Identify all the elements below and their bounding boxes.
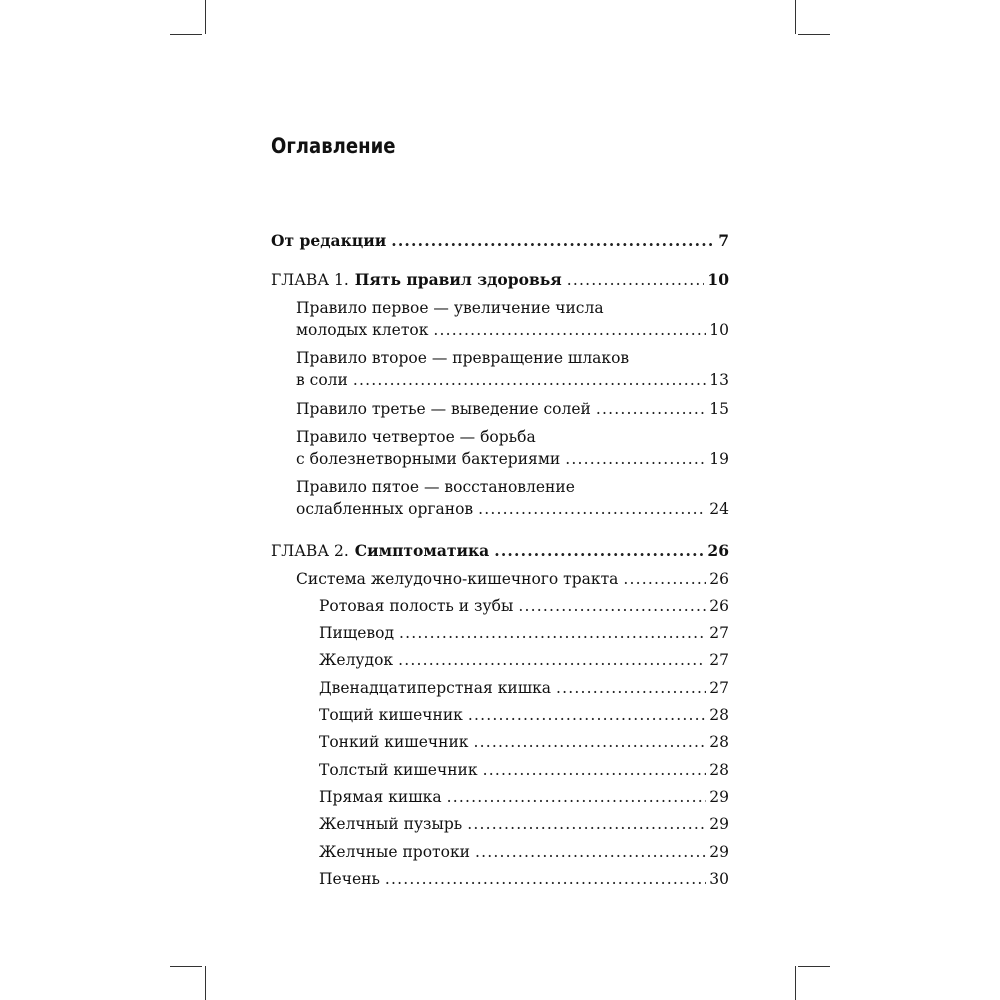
toc-entry-page: 28 [709,761,729,779]
toc-entry-page: 29 [709,815,729,833]
toc-entry[interactable] [319,786,729,808]
leader-dots [623,568,706,590]
toc-entry-page: 27 [709,651,729,669]
toc-entry-label: Правило третье — выведение солей [296,400,591,418]
crop-mark [205,966,206,1000]
toc-entry-label: Тонкий кишечник [319,733,469,751]
toc-entry[interactable] [271,230,729,252]
toc-entry-page: 29 [709,843,729,861]
toc-entry-page: 28 [709,706,729,724]
toc-entry-line1: Правило четвертое — борьба [296,428,536,446]
crop-mark [205,0,206,34]
leader-dots [385,868,706,890]
crop-mark [170,966,202,967]
chapter-prefix: ГЛАВА 2. [271,542,349,560]
toc-entry-label: Пять правил здоровья [354,270,562,289]
toc-entry-label: Система желудочно-кишечного тракта [296,570,619,588]
leader-dots [391,230,715,252]
leader-dots [518,595,706,617]
leader-dots [556,677,706,699]
crop-mark [795,0,796,34]
toc-entry-label: Желчный пузырь [319,815,463,833]
toc-entry-label: Тощий кишечник [319,706,463,724]
leader-dots [433,319,706,341]
toc-entry[interactable] [296,476,729,520]
chapter-prefix: ГЛАВА 1. [271,271,349,289]
toc-entry-page: 7 [718,231,729,250]
toc-entry-page: 27 [709,624,729,642]
toc-entry-label: Толстый кишечник [319,761,478,779]
toc-entry-line1: Правило пятое — восстановление [296,478,575,496]
toc-entry-page: 29 [709,788,729,806]
leader-dots [596,398,706,420]
toc-entry-page: 10 [707,270,729,289]
toc-entry-label: Желудок [319,651,394,669]
leader-dots [467,813,706,835]
toc-entry[interactable] [319,704,729,726]
toc-entry-label: ослабленных органов [296,500,474,518]
toc-entry-page: 28 [709,733,729,751]
toc-entry[interactable] [319,677,729,699]
leader-dots [475,841,706,863]
toc-entry-page: 30 [709,870,729,888]
toc-entry-page: 24 [709,500,729,518]
page-title: Оглавление [271,134,396,158]
leader-dots [494,540,704,562]
leader-dots [565,448,706,470]
toc-entry[interactable] [319,868,729,890]
toc-entry-page: 19 [709,450,729,468]
toc-entry[interactable] [319,759,729,781]
toc-entry[interactable] [296,347,729,391]
toc-entry-label: Ротовая полость и зубы [319,597,514,615]
leader-dots [399,622,706,644]
crop-mark [795,966,796,1000]
toc-entry-line1: Правило первое — увеличение числа [296,299,604,317]
toc-entry[interactable] [319,622,729,644]
toc-entry-label: Пищевод [319,624,395,642]
crop-mark [798,34,830,35]
toc-entry-page: 27 [709,679,729,697]
toc-entry-label: От редакции [271,231,387,250]
leader-dots [353,369,706,391]
toc-entry[interactable] [296,297,729,341]
leader-dots [398,649,706,671]
toc-entry[interactable] [296,568,729,590]
toc-entry-label: Симптоматика [354,541,490,560]
toc-entry-line1: Правило второе — превращение шлаков [296,349,630,367]
toc-entry[interactable] [296,426,729,470]
crop-mark [798,966,830,967]
toc-entry-page: 15 [709,400,729,418]
toc-chapter-entry[interactable] [271,269,729,291]
leader-dots [468,704,706,726]
toc-entry[interactable] [319,649,729,671]
leader-dots [483,759,707,781]
toc-entry-page: 13 [709,371,729,389]
toc-entry[interactable] [319,813,729,835]
toc-entry-label: Печень [319,870,380,888]
toc-entry-label: молодых клеток [296,321,429,339]
leader-dots [473,731,706,753]
toc-entry[interactable] [319,731,729,753]
toc-entry-label: Желчные протоки [319,843,470,861]
toc-entry-label: Двенадцатиперстная кишка [319,679,552,697]
toc-entry-label: Прямая кишка [319,788,442,806]
toc-entry-page: 26 [707,541,729,560]
leader-dots [447,786,707,808]
toc-entry-page: 10 [709,321,729,339]
toc-entry-label: с болезнетворными бактериями [296,450,561,468]
toc-chapter-entry[interactable] [271,540,729,562]
leader-dots [567,269,705,291]
toc-entry-page: 26 [709,597,729,615]
toc-entry-label: в соли [296,371,348,389]
toc-entry[interactable] [319,841,729,863]
leader-dots [478,498,706,520]
toc-entry[interactable] [296,398,729,420]
toc-entry-page: 26 [709,570,729,588]
toc-entry[interactable] [319,595,729,617]
crop-mark [170,34,202,35]
